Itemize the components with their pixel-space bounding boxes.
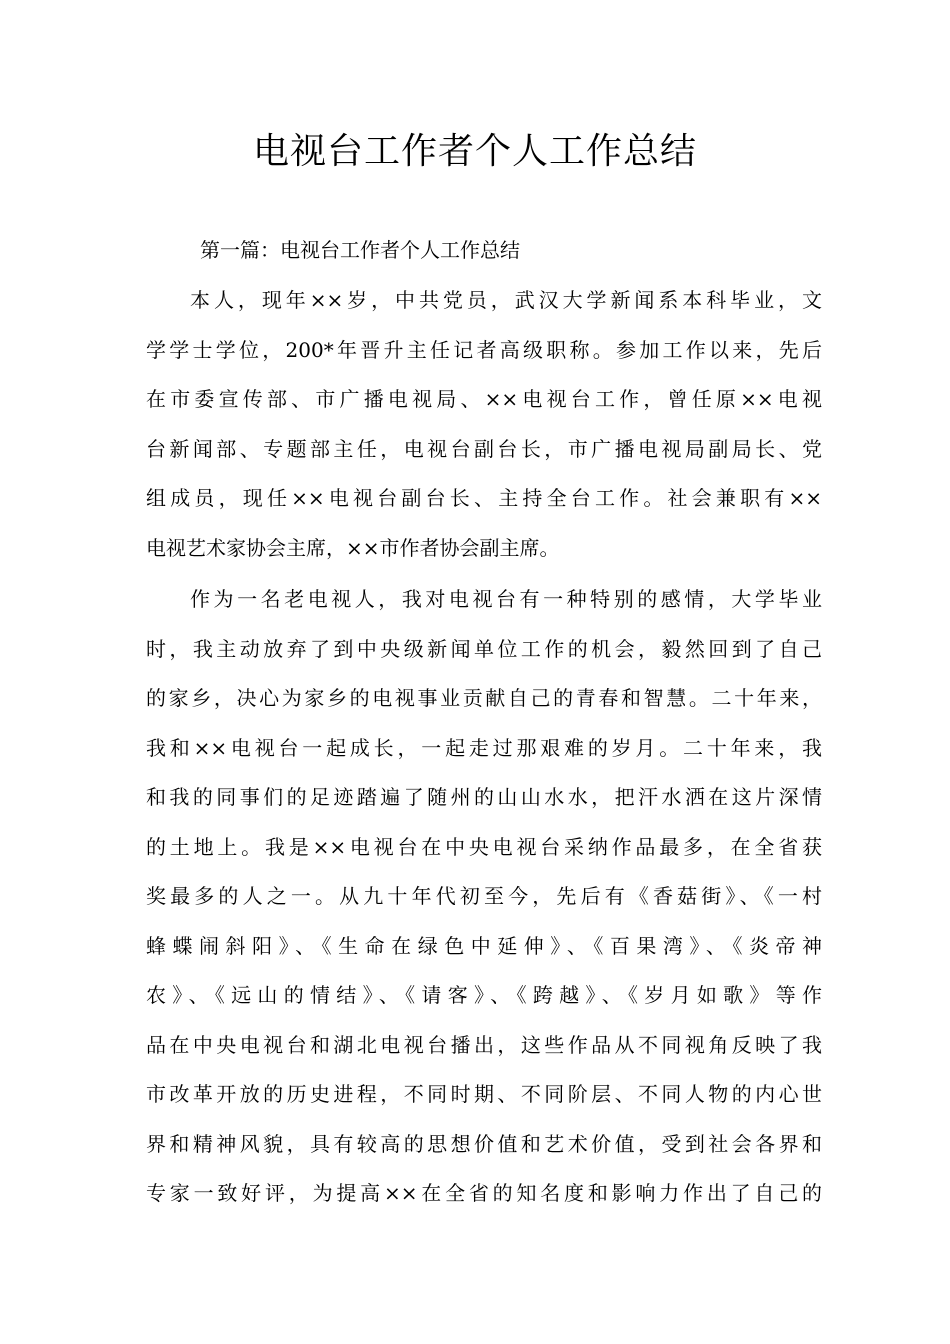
- paragraph-line: 本人，现年××岁，中共党员，武汉大学新闻系本科毕业，文: [190, 288, 822, 312]
- paragraph-line: 界和精神风貌，具有较高的思想价值和艺术价值，受到社会各界和: [146, 1131, 822, 1156]
- paragraph-line: 农》、《远山的情结》、《请客》、《跨越》、《岁月如歌》等作: [146, 983, 822, 1007]
- paragraph-line: 和我的同事们的足迹踏遍了随州的山山水水，把汗水洒在这片深情: [146, 785, 822, 809]
- paragraph-line: 在市委宣传部、市广播电视局、××电视台工作，曾任原××电视: [146, 387, 822, 411]
- paragraph-line: 品在中央电视台和湖北电视台播出，这些作品从不同视角反映了我: [146, 1032, 822, 1057]
- paragraph-line: 蜂蝶闹斜阳》、《生命在绿色中延伸》、《百果湾》、《炎帝神: [146, 933, 822, 958]
- paragraph-line: 我和××电视台一起成长，一起走过那艰难的岁月。二十年来，我: [146, 735, 822, 760]
- paragraph-2: [146, 575, 822, 1219]
- paragraph-line: 的家乡，决心为家乡的电视事业贡献自己的青春和智慧。二十年来，: [146, 686, 822, 710]
- paragraph-line: 组成员，现任××电视台副台长、主持全台工作。社会兼职有××: [146, 486, 822, 510]
- paragraph-line: 奖最多的人之一。从九十年代初至今，先后有《香菇街》、《一村: [146, 884, 822, 908]
- paragraph-line: 市改革开放的历史进程，不同时期、不同阶层、不同人物的内心世: [146, 1082, 822, 1106]
- paragraph-line: 时，我主动放弃了到中央级新闻单位工作的机会，毅然回到了自己: [146, 636, 822, 661]
- paragraph-line: 电视艺术家协会主席，××市作者协会副主席。: [146, 535, 560, 560]
- section-heading: 第一篇：电视台工作者个人工作总结: [200, 238, 520, 262]
- document-title: 电视台工作者个人工作总结: [252, 131, 697, 172]
- paragraph-1: [146, 276, 822, 573]
- paragraph-line: 学学士学位，200*年晋升主任记者高级职称。参加工作以来，先后: [146, 337, 822, 362]
- paragraph-line: 的土地上。我是××电视台在中央电视台采纳作品最多，在全省获: [146, 834, 822, 859]
- paragraph-line: 台新闻部、专题部主任，电视台副台长，市广播电视局副局长、党: [146, 436, 822, 461]
- paragraph-line: 作为一名老电视人，我对电视台有一种特别的感情，大学毕业: [190, 587, 822, 611]
- paragraph-line: 专家一致好评，为提高××在全省的知名度和影响力作出了自己的: [146, 1181, 822, 1205]
